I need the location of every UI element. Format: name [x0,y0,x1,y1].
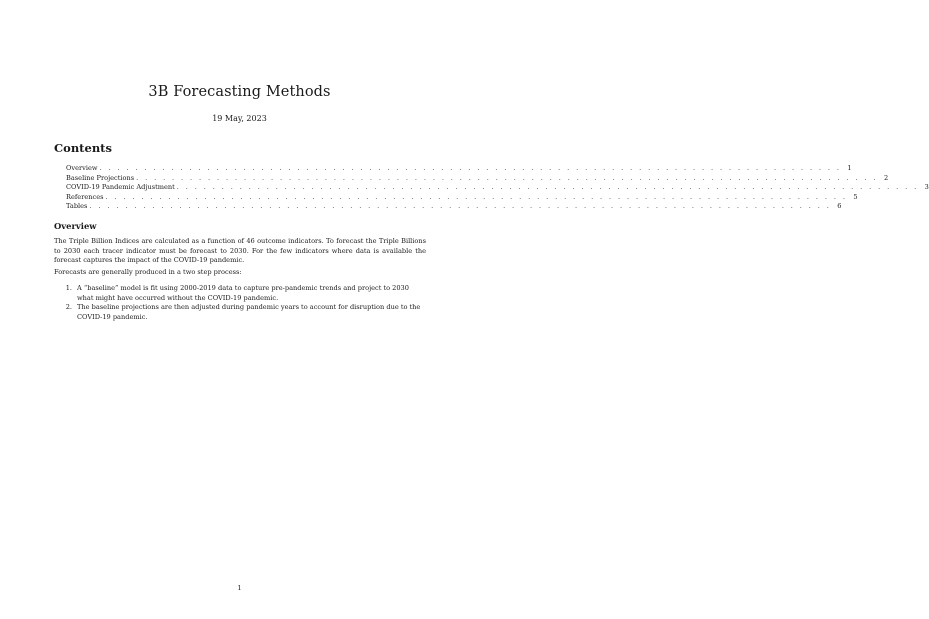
toc-leader-dots: . . . . . . . . . . . . . . . . . . . . . . . . . . . . . . . . . . . . . . . . . . . . . . . . . . . . . . . . . . . . . . . . . . . . . . . . . . . . . . . . . . . [176,183,919,192]
page-number: 1 [237,584,242,592]
process-intro-paragraph: Forecasts are generally produced in a two step process: [54,268,242,276]
toc-leader-dots: . . . . . . . . . . . . . . . . . . . . . . . . . . . . . . . . . . . . . . . . . . . . . . . . . . . . . . . . . . . . . . . . . . . . . . . . . . . . . . . . . . . [89,202,832,211]
list-item [54,303,426,322]
toc-page-number: 3 [924,183,929,192]
contents-heading: Contents [54,141,112,155]
list-item-number: 2. [65,303,72,312]
toc-entry-covid-adjustment[interactable] [66,183,929,193]
list-item-text: The baseline projections are then adjusted during pandemic years to account for disruption due to the COVID-19 pandemic. [77,303,421,321]
toc-label: COVID-19 Pandemic Adjustment [66,183,175,192]
toc-leader-dots: . . . . . . . . . . . . . . . . . . . . . . . . . . . . . . . . . . . . . . . . . . . . . . . . . . . . . . . . . . . . . . . . . . . . . . . . . . . . . . . . . . . [136,173,878,182]
toc-page-number: 2 [883,173,889,182]
toc-label: Baseline Projections [66,173,135,182]
process-steps-list [54,284,426,322]
toc-page-number: 5 [853,192,858,201]
list-item-text: A “baseline” model is fit using 2000-2019 data to capture pre-pandemic trends and project to 2030 what might have occurred without the COVID-19 pandemic. [77,284,409,302]
list-item-number: 1. [65,284,72,292]
toc-label: Overview [66,164,98,172]
toc-label: References [66,192,104,201]
toc-leader-dots: . . . . . . . . . . . . . . . . . . . . . . . . . . . . . . . . . . . . . . . . . . . . . . . . . . . . . . . . . . . . . . . . . . . . . . . . . . . . . . . . . . . [99,164,842,172]
toc-label: Tables [66,202,88,211]
toc-entry-baseline-projections[interactable] [66,173,889,184]
toc-leader-dots: . . . . . . . . . . . . . . . . . . . . . . . . . . . . . . . . . . . . . . . . . . . . . . . . . . . . . . . . . . . . . . . . . . . . . . . . . . . . . . . . . . . [105,192,848,201]
toc-page-number: 1 [847,164,852,172]
table-of-contents [66,164,929,212]
toc-page-number: 6 [837,202,842,211]
document-date: 19 May, 2023 [212,114,267,123]
list-item [54,284,426,303]
toc-entry-overview[interactable] [66,164,852,174]
overview-paragraph: The Triple Billion Indices are calculated as a function of 46 outcome indicators. To forecast the Triple Billions to 2030 each tracer indicator must be forecast to 2030. For the few indicators where data is available the forecast captures the impact of the COVID-19 pandemic. [54,237,426,265]
toc-entry-references[interactable] [66,192,858,203]
overview-heading: Overview [54,221,97,231]
toc-entry-tables[interactable] [66,202,842,212]
document-title: 3B Forecasting Methods [148,84,331,100]
